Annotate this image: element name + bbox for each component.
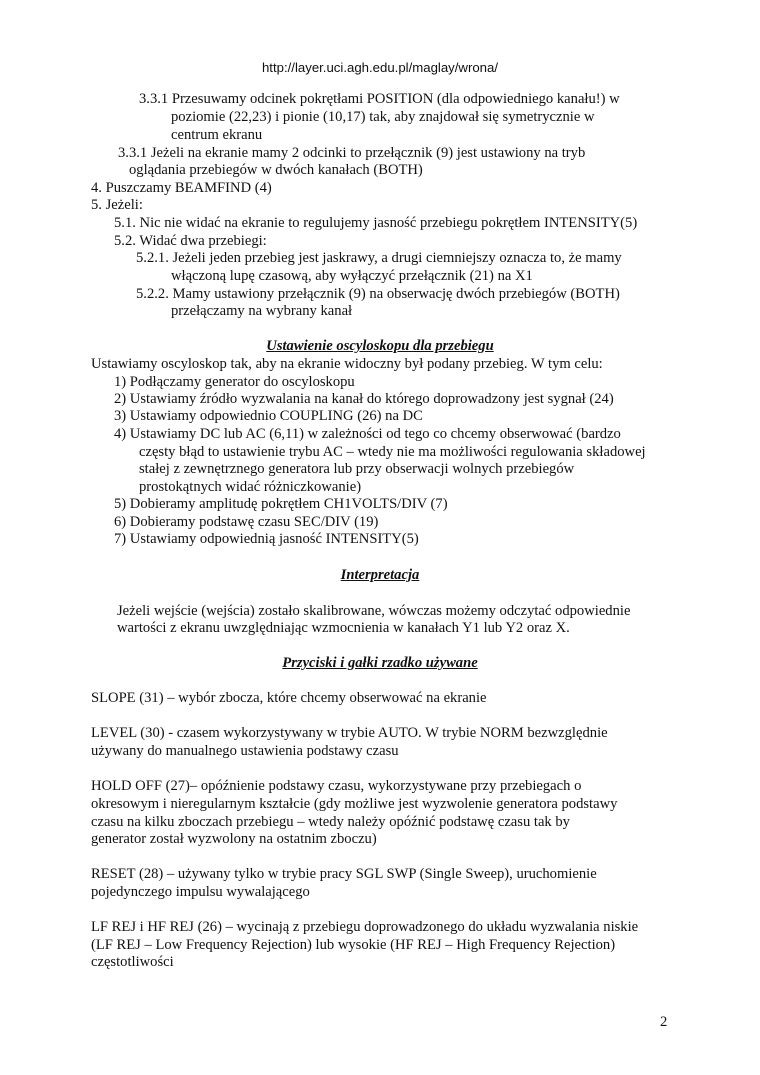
text-line: używany do manualnego ustawienia podstawy czasu [91, 743, 399, 759]
list-item: 3) Ustawiamy odpowiednio COUPLING (26) na DC [114, 408, 423, 424]
list-item: 2) Ustawiamy źródło wyzwalania na kanał do którego doprowadzony jest sygnał (24) [114, 391, 614, 407]
text-line: centrum ekranu [171, 127, 263, 143]
text-line: okresowym i nieregularnym kształcie (gdy możliwe jest wyzwolenie generatora podstawy [91, 796, 618, 812]
text-line: przełączamy na wybrany kanał [171, 303, 353, 319]
text-line: prostokątnych widać różniczkowanie) [139, 479, 362, 495]
list-item: 1) Podłączamy generator do oscyloskopu [114, 374, 355, 390]
text-line: 3.3.1 Przesuwamy odcinek pokrętłami POSITION (dla odpowiedniego kanału!) w [139, 91, 620, 107]
text-line: 5.2.1. Jeżeli jeden przebieg jest jaskrawy, a drugi ciemniejszy oznacza to, że mamy [136, 250, 622, 266]
text-line: Jeżeli wejście (wejścia) zostało skalibrowane, wówczas możemy odczytać odpowiednie [117, 603, 631, 619]
section-heading-rare-controls: Przyciski i gałki rzadko używane [282, 655, 478, 671]
text-line: 5.1. Nic nie widać na ekranie to regulujemy jasność przebiegu pokrętłem INTENSITY(5) [114, 215, 638, 231]
text-line: generator został wyzwolony na ostatnim zboczu) [91, 831, 377, 847]
text-line: pojedynczego impulsu wywalającego [91, 884, 310, 900]
text-line: SLOPE (31) – wybór zbocza, które chcemy obserwować na ekranie [91, 690, 487, 706]
text-line: włączoną lupę czasową, aby wyłączyć przełącznik (21) na X1 [171, 268, 533, 284]
text-line: poziomie (22,23) i pionie (10,17) tak, aby znajdował się symetrycznie w [171, 109, 595, 125]
text-line: RESET (28) – używany tylko w trybie pracy SGL SWP (Single Sweep), uruchomienie [91, 866, 597, 882]
section-heading-interpretation: Interpretacja [340, 567, 420, 583]
list-item: 5) Dobieramy amplitudę pokrętłem CH1VOLTS/DIV (7) [114, 496, 448, 512]
list-item: 4) Ustawiamy DC lub AC (6,11) w zależności od tego co chcemy obserwować (bardzo [114, 426, 621, 442]
text-line: czasu na kilku zboczach przebiegu – wtedy należy opóźnić podstawę czasu tak by [91, 814, 570, 830]
text-line: stałej z zewnętrznego generatora lub przy obserwacji wolnych przebiegów [139, 461, 575, 477]
text-line: wartości z ekranu uwzględniając wzmocnienia w kanałach Y1 lub Y2 oraz X. [117, 620, 570, 636]
text-line: częstotliwości [91, 954, 174, 970]
list-item: 7) Ustawiamy odpowiednią jasność INTENSITY(5) [114, 531, 419, 547]
text-line: HOLD OFF (27)– opóźnienie podstawy czasu, wykorzystywane przy przebiegach o [91, 778, 582, 794]
text-line: oglądania przebiegów w dwóch kanałach (BOTH) [129, 162, 423, 178]
page-number: 2 [660, 1014, 668, 1030]
text-line: 5.2.2. Mamy ustawiony przełącznik (9) na obserwację dwóch przebiegów (BOTH) [136, 286, 620, 302]
text-line: 5.2. Widać dwa przebiegi: [114, 233, 267, 249]
list-item: 6) Dobieramy podstawę czasu SEC/DIV (19) [114, 514, 379, 530]
text-line: LF REJ i HF REJ (26) – wycinają z przebiegu doprowadzonego do układu wyzwalania niskie [91, 919, 639, 935]
text-line: Ustawiamy oscyloskop tak, aby na ekranie widoczny był podany przebieg. W tym celu: [91, 356, 603, 372]
text-line: (LF REJ – Low Frequency Rejection) lub wysokie (HF REJ – High Frequency Rejection) [91, 937, 616, 953]
section-heading-oscilloscope-setup: Ustawienie oscyloskopu dla przebiegu [266, 338, 494, 354]
text-line: częsty błąd to ustawienie trybu AC – wtedy nie ma możliwości regulowania składowej [139, 444, 646, 460]
text-line: 4. Puszczamy BEAMFIND (4) [91, 180, 272, 196]
text-line: 3.3.1 Jeżeli na ekranie mamy 2 odcinki to przełącznik (9) jest ustawiony na tryb [118, 145, 586, 161]
header-url: http://layer.uci.agh.edu.pl/maglay/wrona/ [261, 60, 499, 75]
text-line: 5. Jeżeli: [91, 197, 143, 213]
text-line: LEVEL (30) - czasem wykorzystywany w trybie AUTO. W trybie NORM bezwzględnie [91, 725, 608, 741]
